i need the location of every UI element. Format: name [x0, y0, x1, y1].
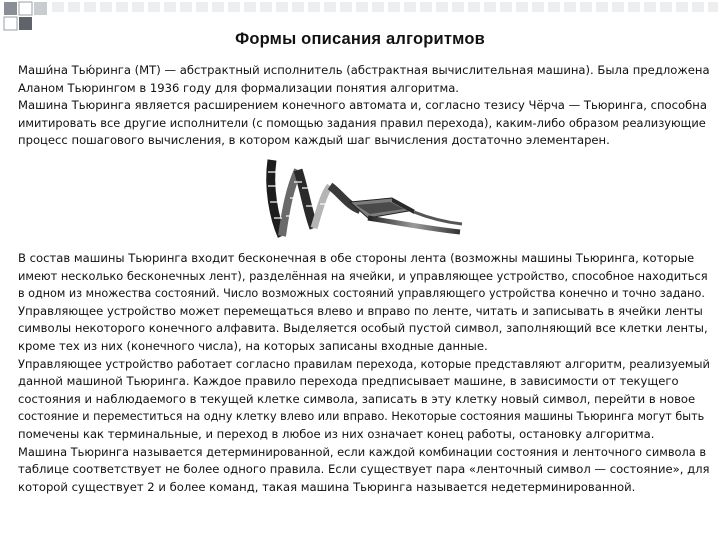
intro-line: имитировать все другие исполнители (с помощью задания правил перехода), каким-либо образом реализующие — [18, 115, 706, 130]
body-line: имеют несколько бесконечных лент), разделённая на ячейки, и управляющее устройство, способное находиться — [18, 268, 708, 283]
body-line: состояние и переместиться на одну клетку влево или вправо. Некоторые состояния машины Тьюринга могут быть — [18, 410, 705, 424]
body-line: символы некоторого конечного алфавита. Выделяется особый пустой символ, заполняющий все клетки ленты, — [18, 321, 708, 336]
intro-paragraph — [18, 62, 708, 150]
body-line: кроме тех из них (конечного числа), на которых записаны входные данные. — [18, 338, 488, 353]
intro-line: Аланом Тьюрингом в 1936 году для формализации понятия алгоритма. — [18, 80, 459, 95]
body-line: в одном из множества состояний. Число возможных состояний управляющего устройства конечно и точно задано. — [18, 287, 705, 301]
body-line: Машина Тьюринга называется детерминированной, если каждой комбинации состояния и ленточного символа в — [18, 444, 707, 459]
body-line: В состав машины Тьюринга входит бесконечная в обе стороны лента (возможны машины Тьюринга, которые — [18, 251, 695, 265]
body-paragraph — [18, 250, 708, 496]
turing-tape-illustration — [264, 158, 464, 240]
body-line: помечены как терминальные, и переход в любое из них означает конец работы, остановку алгоритма. — [18, 426, 655, 441]
page-title: Формы описания алгоритмов — [235, 30, 485, 48]
body-line: состояния и наблюдаемого в текущей клетке символа, записать в эту клетку новый символ, перейти в новое — [18, 391, 696, 406]
intro-line: Маши́на Тью́ринга (МТ) — абстрактный исполнитель (абстрактная вычислительная машина). Была предложена — [18, 63, 710, 77]
body-line: таблице соответствует не более одного правила. Если существует пара «ленточный символ — состояние», для — [18, 462, 710, 477]
intro-line: процесс пошагового вычисления, в котором каждый шаг вычисления достаточно элементарен. — [18, 133, 610, 148]
body-line: Управляющее устройство может перемещаться влево и вправо по ленте, читать и записывать в ячейки ленты — [18, 303, 703, 318]
body-line: которой существует 2 и более команд, такая машина Тьюринга называется недетерминированной. — [18, 479, 636, 494]
intro-line: Машина Тьюринга является расширением конечного автомата и, согласно тезису Чёрча — Тьюринга, способна — [18, 98, 707, 113]
body-line: данной машиной Тьюринга. Каждое правило перехода предписывает машине, в зависимости от текущего — [18, 374, 679, 389]
body-line: Управляющее устройство работает согласно правилам перехода, которые представляют алгоритм, реализуемый — [18, 356, 710, 371]
